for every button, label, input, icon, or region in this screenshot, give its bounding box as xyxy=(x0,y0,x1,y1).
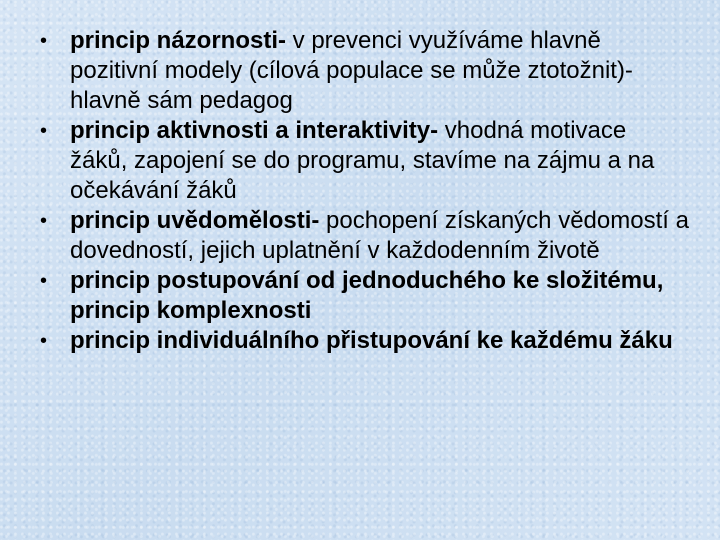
bullet-icon: • xyxy=(40,270,48,292)
bullet-heading: princip uvědomělosti- xyxy=(70,207,320,234)
bullet-heading: princip postupování od jednoduchého ke složitému, princip komplexnosti xyxy=(70,267,664,324)
bullet-text: pochopení získaných vědomostí a dovedností, jejich uplatnění v každodenním životě xyxy=(70,207,689,264)
bullet-item xyxy=(40,326,690,356)
bullet-heading: princip aktivnosti a interaktivity- xyxy=(70,117,439,144)
bullet-heading: princip názornosti- xyxy=(70,27,286,54)
bullet-icon: • xyxy=(40,120,48,142)
bullet-list xyxy=(40,26,690,356)
bullet-icon: • xyxy=(40,30,48,52)
bullet-icon: • xyxy=(40,330,48,352)
bullet-item xyxy=(40,206,690,266)
bullet-item xyxy=(40,266,690,326)
bullet-text: v prevenci využíváme hlavně pozitivní modely (cílová populace se může ztotožnit)- hlavně sám pedagog xyxy=(70,27,633,114)
bullet-item xyxy=(40,116,690,206)
bullet-item xyxy=(40,26,690,116)
bullet-heading: princip individuálního přistupování ke každému žáku xyxy=(70,327,673,354)
bullet-text: vhodná motivace žáků, zapojení se do programu, stavíme na zájmu a na očekávání žáků xyxy=(70,117,655,204)
bullet-icon: • xyxy=(40,210,48,232)
